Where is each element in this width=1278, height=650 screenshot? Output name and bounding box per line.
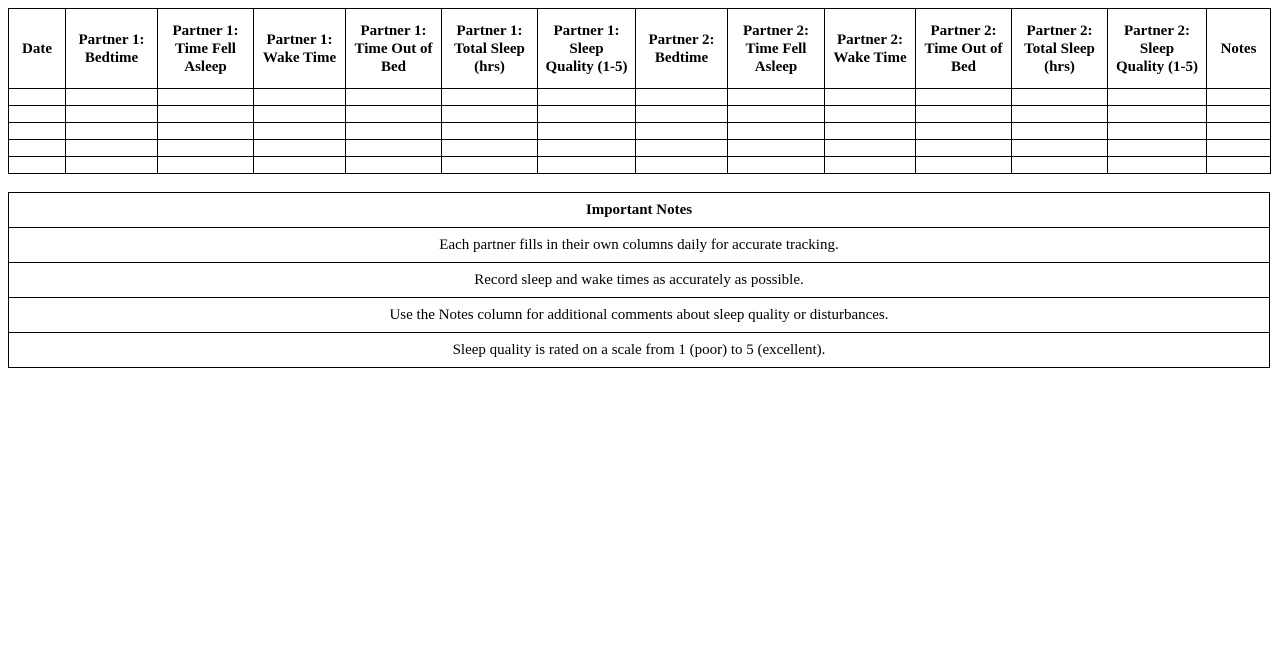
notes-title: Important Notes	[9, 193, 1270, 228]
log-row	[9, 157, 1271, 174]
important-notes-table	[8, 192, 1270, 368]
note-item: Use the Notes column for additional comments about sleep quality or disturbances.	[9, 298, 1270, 333]
log-cell[interactable]	[1108, 123, 1207, 140]
log-cell[interactable]	[916, 89, 1012, 106]
column-header-p1-time-out-of-bed: Partner 1: Time Out of Bed	[346, 9, 442, 89]
log-cell[interactable]	[254, 89, 346, 106]
log-cell[interactable]	[916, 157, 1012, 174]
log-cell[interactable]	[66, 140, 158, 157]
log-cell[interactable]	[538, 89, 636, 106]
column-header-p2-total-sleep: Partner 2: Total Sleep (hrs)	[1012, 9, 1108, 89]
log-row	[9, 123, 1271, 140]
log-cell[interactable]	[1108, 157, 1207, 174]
log-cell[interactable]	[9, 157, 66, 174]
log-cell[interactable]	[636, 123, 728, 140]
log-row	[9, 89, 1271, 106]
log-cell[interactable]	[254, 123, 346, 140]
log-cell[interactable]	[728, 123, 825, 140]
log-cell[interactable]	[254, 106, 346, 123]
log-cell[interactable]	[1012, 106, 1108, 123]
log-cell[interactable]	[442, 89, 538, 106]
log-cell[interactable]	[1207, 123, 1271, 140]
log-cell[interactable]	[1207, 140, 1271, 157]
log-cell[interactable]	[158, 157, 254, 174]
note-item: Record sleep and wake times as accurately as possible.	[9, 263, 1270, 298]
log-cell[interactable]	[538, 157, 636, 174]
log-cell[interactable]	[9, 123, 66, 140]
column-header-p1-time-fell-asleep: Partner 1: Time Fell Asleep	[158, 9, 254, 89]
column-header-p1-total-sleep: Partner 1: Total Sleep (hrs)	[442, 9, 538, 89]
log-cell[interactable]	[346, 123, 442, 140]
log-cell[interactable]	[825, 140, 916, 157]
log-cell[interactable]	[442, 123, 538, 140]
log-cell[interactable]	[825, 89, 916, 106]
note-row	[9, 263, 1270, 298]
column-header-p2-sleep-quality: Partner 2: Sleep Quality (1-5)	[1108, 9, 1207, 89]
log-cell[interactable]	[1012, 123, 1108, 140]
log-cell[interactable]	[9, 140, 66, 157]
log-row	[9, 140, 1271, 157]
log-cell[interactable]	[636, 89, 728, 106]
log-cell[interactable]	[66, 157, 158, 174]
log-cell[interactable]	[538, 106, 636, 123]
log-cell[interactable]	[825, 106, 916, 123]
log-cell[interactable]	[346, 89, 442, 106]
log-cell[interactable]	[9, 106, 66, 123]
log-cell[interactable]	[1207, 157, 1271, 174]
log-cell[interactable]	[1207, 106, 1271, 123]
log-cell[interactable]	[636, 140, 728, 157]
log-cell[interactable]	[346, 106, 442, 123]
column-header-p2-time-out-of-bed: Partner 2: Time Out of Bed	[916, 9, 1012, 89]
log-cell[interactable]	[916, 106, 1012, 123]
column-header-p1-wake-time: Partner 1: Wake Time	[254, 9, 346, 89]
log-cell[interactable]	[346, 140, 442, 157]
log-cell[interactable]	[1108, 106, 1207, 123]
column-header-p2-wake-time: Partner 2: Wake Time	[825, 9, 916, 89]
log-cell[interactable]	[1012, 89, 1108, 106]
log-cell[interactable]	[1207, 89, 1271, 106]
log-cell[interactable]	[1012, 157, 1108, 174]
log-cell[interactable]	[9, 89, 66, 106]
note-row	[9, 333, 1270, 368]
log-cell[interactable]	[158, 106, 254, 123]
column-header-p2-bedtime: Partner 2: Bedtime	[636, 9, 728, 89]
note-row	[9, 228, 1270, 263]
log-cell[interactable]	[1012, 140, 1108, 157]
log-cell[interactable]	[636, 106, 728, 123]
notes-title-row	[9, 193, 1270, 228]
column-header-p2-time-fell-asleep: Partner 2: Time Fell Asleep	[728, 9, 825, 89]
log-cell[interactable]	[66, 123, 158, 140]
log-cell[interactable]	[346, 157, 442, 174]
header-row	[9, 9, 1271, 89]
log-cell[interactable]	[825, 157, 916, 174]
log-cell[interactable]	[1108, 140, 1207, 157]
log-cell[interactable]	[916, 123, 1012, 140]
log-cell[interactable]	[538, 140, 636, 157]
note-item: Sleep quality is rated on a scale from 1 (poor) to 5 (excellent).	[9, 333, 1270, 368]
log-row	[9, 106, 1271, 123]
log-cell[interactable]	[728, 157, 825, 174]
sleep-log-table	[8, 8, 1271, 174]
column-header-date: Date	[9, 9, 66, 89]
page-content	[8, 8, 1270, 368]
log-cell[interactable]	[254, 140, 346, 157]
log-cell[interactable]	[442, 140, 538, 157]
log-cell[interactable]	[825, 123, 916, 140]
log-cell[interactable]	[636, 157, 728, 174]
log-cell[interactable]	[158, 140, 254, 157]
log-cell[interactable]	[1108, 89, 1207, 106]
log-cell[interactable]	[158, 89, 254, 106]
note-item: Each partner fills in their own columns daily for accurate tracking.	[9, 228, 1270, 263]
log-cell[interactable]	[538, 123, 636, 140]
column-header-p1-sleep-quality: Partner 1: Sleep Quality (1-5)	[538, 9, 636, 89]
sleep-log-body	[9, 89, 1271, 174]
log-cell[interactable]	[158, 123, 254, 140]
log-cell[interactable]	[66, 106, 158, 123]
column-header-notes: Notes	[1207, 9, 1271, 89]
log-cell[interactable]	[442, 106, 538, 123]
log-cell[interactable]	[728, 106, 825, 123]
log-cell[interactable]	[728, 89, 825, 106]
log-cell[interactable]	[66, 89, 158, 106]
log-cell[interactable]	[728, 140, 825, 157]
log-cell[interactable]	[442, 157, 538, 174]
log-cell[interactable]	[254, 157, 346, 174]
log-cell[interactable]	[916, 140, 1012, 157]
note-row	[9, 298, 1270, 333]
column-header-p1-bedtime: Partner 1: Bedtime	[66, 9, 158, 89]
